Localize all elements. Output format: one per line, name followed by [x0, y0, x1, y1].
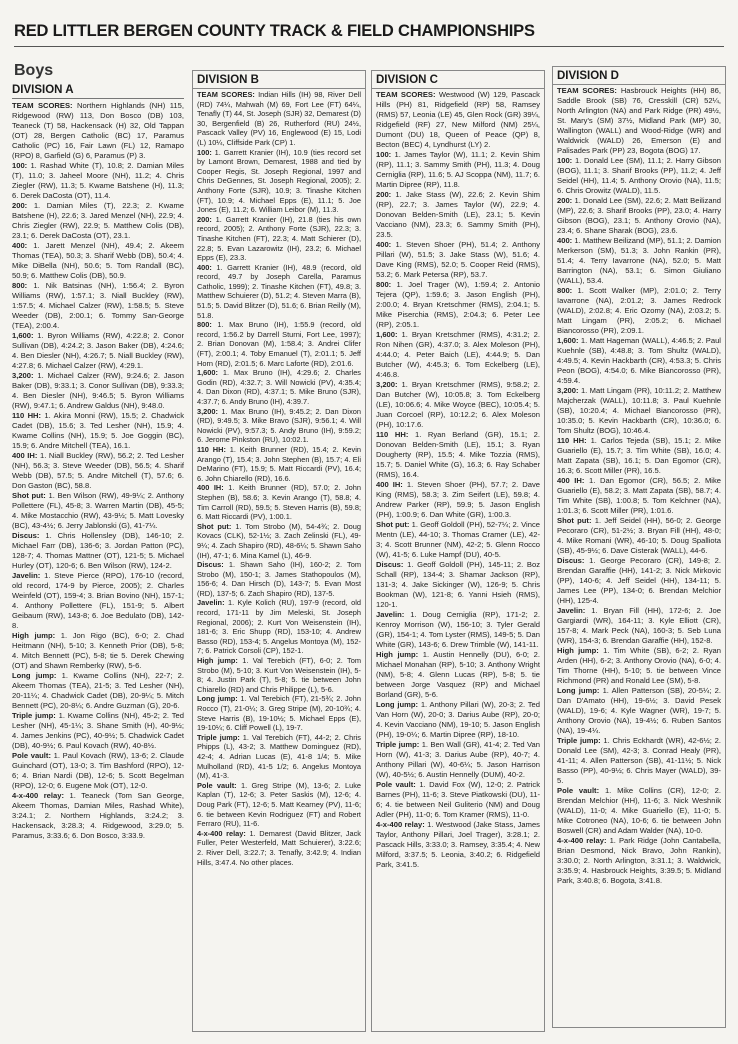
event-text: 1. Nik Batsinas (NH), 1:56.4; 2. Byron Williams (RW), 1:57.1; 3. Niall Buckley (RW), 1:57.5; 4. Michael Calzer (RW), 1:58.5; 5. Steve Weeder (DB), 2:00.1; 6. Tommy San-George (TEA), 2:00.4.: [12, 281, 184, 330]
event-result: [197, 598, 361, 656]
event-text: 1. Damian Miles (T), 22.3; 2. Kwame Batshene (H), 22.6; 3. Jared Menzel (NH), 22.9; 4. Chris Ziegler (RW), 22.9; 5. Matthew Colis (DB), 23.1; 6. Derek DaCosta (OT), 23.1.: [12, 201, 184, 240]
event-text: 1. Donald Lee (SM), 22.6; 2. Matt Beilizand (MP), 22.6; 3. Sharif Brooks (PP), 23.0; 4. Harry Gibson (BOG), 23.1; 5. Anthony Orovio (NA), 23.4; 6. Shane Sharak (BOG), 23.6.: [557, 196, 721, 235]
event-label: Long jump:: [12, 671, 57, 680]
division-d-results: [553, 85, 725, 886]
event-result: [376, 610, 540, 650]
event-text: 1. Val Terebich (FT), 21-5¾; 2. John Rocco (T), 21-0¼; 3. Greg Stripe (M), 20-10¾; 4. Steve Harris (B), 19-10½; 5. Michael Epps (E), 19-10¼; 6. Cliff Powell (L), 19-7.: [197, 694, 362, 733]
event-text: 1. Matt Lingam (PR), 10:11.2; 2. Matthew Majcherzak (WALL), 10:11.8; 3. Paul Kuehnle (SB), 10:20.4; 4. Michael Biancorosso (PR), 10:35.0; 5. Kevin Hackbarth (CR), 10:36.0; 6. Tom Shultz (BOG), 10:46.4.: [557, 386, 721, 435]
event-result: [376, 380, 540, 430]
event-label: 1,600:: [197, 368, 218, 378]
event-label: Javelin:: [557, 606, 586, 615]
event-result: [376, 560, 540, 610]
division-b-column: [192, 70, 366, 1032]
division-b-heading: DIVISION B: [193, 71, 365, 89]
event-text: 1. Scott Walker (MP), 2:01.0; 2. Terry Iavarrone (NA), 2:01.2; 3. James Redrock (WALD), 2:02.8; 4. Eric Ozomy (NA), 2:03.2; 5. Matt Lingam (PR), 2:05.2; 6. Michael Biancorosso (PR), 2:09.1.: [557, 286, 721, 335]
event-label: Pole vault:: [376, 780, 416, 789]
event-label: 110 HH:: [376, 430, 409, 439]
event-result: [376, 150, 540, 190]
event-label: 200:: [12, 201, 28, 210]
event-result: [197, 781, 361, 829]
event-text: 1. Ryan Berland (GR), 15.1; 2. Donovan Belden-Smith (LE), 15.1; 3. Ryan Dougherty (RP), 15.5; 4. Mike Tozzia (RMS), 15.7; 5. Daniel White (G), 16.3; 6. Ray Schaber (RMS), 16.4.: [376, 430, 540, 479]
event-label: Javelin:: [376, 610, 405, 619]
event-text: 1. Bryan Kretschmer (RMS), 4:31.2; 2. Ron Nihen (GR), 4:37.0; 3. Alex Moleson (PH), 4:44.0; 4. Peter Baich (LE), 4:44.9; 5. Dan Butcher (W), 4:45.3; 6. Tom Eckelberg (LE), 4:46.8.: [376, 330, 540, 379]
event-label: 400 IH:: [12, 451, 38, 460]
event-label: 110 HH:: [12, 411, 42, 420]
event-label: 100:: [376, 150, 392, 159]
event-text: 1. Keith Brunner (RD), 15.4; 2. Kevin Arango (T), 15.4; 3. John Stephen (B), 15.7; 4. Eli DeMarino (FT), 15.9; 5. Matt Riccardi (PV), 16.4; 6. John Chiarello (RD), 16.6.: [197, 444, 361, 483]
event-result: [376, 700, 540, 740]
division-c-results: [372, 89, 544, 870]
event-result: [197, 656, 361, 694]
event-label: 800:: [376, 280, 392, 289]
division-c-heading: DIVISION C: [372, 71, 544, 89]
event-result: [197, 148, 361, 215]
event-text: 1. Allen Patterson (SB), 20-5¼; 2. Dan D'Amato (HH), 19-6½; 3. David Pesek (WALD), 19-6; 4. Kyle Wagner (WR), 19-7; 5. Anthony Orovio (NA), 19-4½; 6. Ruben Santos (NA), 19-4¼.: [557, 686, 721, 735]
event-result: [12, 101, 184, 161]
event-label: 4-x-400 relay:: [12, 791, 64, 800]
event-text: 1. Steven Shoer (PH), 57.7; 2. Dave King (RMS), 58.3; 3. Zim Seifert (LE), 59.8; 4. Andrew Parker (RP), 59.9; 5. Jason English (PH), 1:00.9; 6. Dan White (GR), 1:00.3.: [376, 480, 540, 519]
event-label: Discus:: [376, 560, 404, 569]
event-result: [376, 330, 540, 380]
event-label: Javelin:: [197, 598, 225, 608]
event-label: 200:: [197, 214, 212, 224]
event-result: [197, 263, 361, 321]
event-label: 400 IH:: [376, 480, 403, 489]
event-text: 1. George Pecoraro (CR), 149-8; 2. Brendan Garaffie (HH), 141-2; 3. Nick Mirkovic (PP), 140-6; 4. Jeff Seidel (HH), 134-11; 5. James Lee (PP), 134-0; 6. Brendan Melchior (HH), 125-4.: [557, 556, 721, 605]
event-text: 1. Akira Monni (RW), 15.5; 2. Chadwick Cadet (DB), 15.6; 3. Ted Lesher (NH), 15.9; 4. Kwame Collins (NH), 15.9; 5. Joe Goggin (BC), 15.9; 6. Andre Mitchell (TEA), 16.1.: [12, 411, 184, 450]
division-d-heading: DIVISION D: [553, 67, 725, 85]
event-label: TEAM SCORES:: [12, 101, 73, 110]
event-label: 1,600:: [376, 330, 398, 339]
event-label: 110 HH:: [197, 444, 226, 454]
event-text: 1. Park Ridge (John Cantabella, Brian Desmond, Nick Bravo, John Rankin), 3:30.0; 2. North Arlington, 3:31.1; 3. Waldwick, 3:35.9; 4. Hasbrouck Heights, 3:39.5; 5. Midland Park, 3:40.8; 6. Bogota, 3:41.8.: [557, 836, 721, 885]
event-label: 3,200:: [197, 406, 218, 416]
event-result: [12, 241, 184, 281]
event-result: [12, 791, 184, 841]
event-result: [197, 445, 361, 483]
event-label: 400:: [376, 240, 392, 249]
event-result: [376, 520, 540, 560]
event-label: Pole vault:: [557, 786, 600, 795]
event-result: [376, 820, 540, 870]
event-text: 1. Kwame Collins (NH), 22-7; 2. Akeem Thomas (TEA), 21-5; 3. Ted Lesher (NH), 20-11¼; 4. Chadwick Cadet (DB), 20-9¼; 5. Mitch Bennett (PC), 20-8¼; 6. Andre Guzman (G), 20-6.: [12, 671, 184, 710]
event-label: Shot put:: [557, 516, 592, 525]
event-text: Indian Hills (IH) 98, River Dell (RD) 74¼, Mahwah (M) 69, Fort Lee (FT) 64¼, Tenafly (T) 44, St. Joseph (SJR) 32, Demarest (D) 30, Bergenfield (B) 26, Rutherford (RU) 24½, Pascack Valley (PV) 16, Englewood (E) 15, Lodi (L) 10¼, Cliffside Park (CP) 1.: [197, 90, 361, 147]
event-result: [197, 733, 361, 781]
event-label: 4-x-400 relay:: [376, 820, 425, 829]
event-label: Shot put:: [376, 520, 410, 529]
event-label: Discus:: [557, 556, 585, 565]
event-label: 400:: [12, 241, 28, 250]
section-heading-boys: Boys: [14, 62, 54, 79]
division-d-column: [552, 66, 726, 1028]
event-result: [557, 286, 721, 336]
event-result: [197, 694, 361, 732]
event-label: Shot put:: [197, 521, 232, 531]
event-label: 100:: [197, 147, 212, 157]
event-result: [12, 411, 184, 451]
event-result: [197, 90, 361, 148]
event-result: [557, 236, 721, 286]
event-text: 1. Demarest (David Blitzer, Jack Fuller, Peter Westerfeld, Matt Schuierer), 3:22.6; 2. River Dell, 3:22.7; 3. Tenafly, 3:42.9; 4. Indian Hills, 3:47.4. No other places.: [197, 828, 361, 867]
event-result: [12, 711, 184, 751]
event-label: Discus:: [12, 531, 40, 540]
event-text: 1. Jake Stass (W), 22.6; 2. Kevin Shim (RP), 22.7; 3. James Taylor (W), 22.9; 4. Donovan Belden-Smith (LE), 23.1; 5. Kevin Vacciano (NM), 23.3; 6. Sammy Smith (PH), 23.5.: [376, 190, 540, 239]
event-text: Hasbrouck Heights (HH) 86, Saddle Brook (SB) 76, Cresskill (CR) 52¼, North Arlington (NA) and Park Ridge (PR) 49½, St. Mary's (SM) 37½, Midland Park (MP) 30, Wallington (WALL) and Wood-Ridge (WR) and Waldwick (WALD) 26, Emerson (E) and Palisades Park (PP) 23, Bogota (BOG) 17.: [557, 86, 721, 155]
event-result: [12, 201, 184, 241]
division-b-results: [193, 89, 365, 867]
event-label: 400:: [197, 262, 212, 272]
event-result: [557, 436, 721, 476]
event-text: 1. Max Bruno (IH), 4:29.6; 2. Charles Godin (RD), 4:32.7; 3. Will Nowicki (PV), 4:35.4; 4. Dan Dixon (RD), 4:37.1; 5. Mike Bruno (SJR), 4:37.7; 6. Andy Bruno (IH), 4:39.7.: [197, 368, 362, 406]
event-text: 1. Bryan Kretschmer (RMS), 9:58.2; 2. Dan Butcher (W), 10:05.8; 3. Tom Eckelberg (LE), 10:06.6; 4. Mike Woyce (BEC), 10:05.4; 5. Juan Corcoel (RP), 10:12.2; 6. Alex Moleson (PH), 10:17.6.: [376, 380, 540, 429]
event-text: 1. Geoff Goldoll (PH), 145-11; 2. Boz Schall (RP), 134-4; 3. Shamar Jackson (RP), 131-3; 4. Jake Sickinger (W), 126-9; 5. Chris Bookman (W), 121-8; 6. Yanni Hsieh (RMS), 120-1.: [376, 560, 540, 609]
event-text: 1. Byron Williams (RW), 4:22.8; 2. Conor Sullivan (DB), 4:24.2; 3. Jason Baker (DB), 4:24.6; 4. Ben Diesler (NH), 4:26.7; 5. Niall Buckley (RW), 4:27.8; 6. Michael Calzer (RW), 4:29.1.: [12, 331, 184, 370]
event-label: 100:: [557, 156, 573, 165]
event-result: [376, 740, 540, 780]
event-text: 1. Teaneck (Tom San George, Akeem Thomas, Damian Miles, Rashad White), 3:24.1; 2. Northern Highlands, 3:24.2; 3. Hackensack, 3:28.3; 4. Ridgewood, 3:29.0; 5. Paramus, 3:33.6; 6. Don Bosco, 3:33.9.: [12, 791, 184, 840]
event-text: 1. Niall Buckley (RW), 56.2; 2. Ted Lesher (NH), 56.3; 3. Steve Weeder (DB), 56.5; 4. Sharif Webb (DB), 57.5; 5. Andre Mitchell (T), 57.6; 6. Don Gaston (BC), 58.8.: [12, 451, 184, 490]
event-label: 3,200:: [12, 371, 34, 380]
event-result: [557, 86, 721, 156]
event-label: Triple jump:: [12, 711, 56, 720]
division-a-column: [12, 84, 184, 1044]
division-a-heading: DIVISION A: [12, 84, 184, 99]
event-result: [12, 281, 184, 331]
event-label: 800:: [557, 286, 573, 295]
event-label: Shot put:: [12, 491, 46, 500]
event-result: [12, 671, 184, 711]
event-text: 1. Tim White (SB), 6-2; 2. Ryan Arden (HH), 6-2; 3. Anthony Orovio (NA), 6-0; 4. Tim Thorne (HH), 5-10; 5. tie between Vince Richmond (PR) and Ronald Lee (SM), 5-8.: [557, 646, 721, 685]
event-result: [376, 430, 540, 480]
event-label: 100:: [12, 161, 28, 170]
event-result: [557, 516, 721, 556]
event-text: 1. James Taylor (W), 11.1; 2. Kevin Shim (RP), 11.1; 3. Sammy Smith (PH), 11.3; 4. Doug Cerniglia (RP), 11.6; 5. AJ Scoppa (NM), 11.7; 6. Martin Dipree (RP), 11.8.: [376, 150, 540, 189]
event-result: [197, 215, 361, 263]
event-label: Pole vault:: [197, 780, 237, 790]
event-text: 1. Chris Eckhardt (WR), 42-6½; 2. Donald Lee (SM), 42-3; 3. Conrad Healy (PR), 41-11; 4. Allen Patterson (SB), 41-11½; 5. Nick Basso (PP), 40-9½; 6. Chris Mayer (WALD), 39-5.: [557, 736, 721, 785]
event-result: [557, 196, 721, 236]
event-label: Long jump:: [557, 686, 600, 695]
event-text: 1. Geoff Goldoll (PH), 52-7¼; 2. Vince Mentn (LE), 44-10; 3. Thomas Cramer (LE), 42-3; 4. Scott Brunner (NM), 42-2; 5. Glenn Rocco (W), 41-5; 6. Luke Hampf (DU), 40-5.: [376, 520, 540, 559]
event-label: 1,600:: [557, 336, 579, 345]
event-label: 800:: [197, 320, 212, 330]
event-text: 1. Val Terebich (FT), 6-0; 2. Tom Strobo (M), 5-10; 3. Kurt Von Weisenstein (IH), 5-8; 4. Justin Park (T), 5-8; 5. tie between John Chiarello (RD) and Chris Philippe (L), 5-6.: [197, 656, 361, 694]
event-text: 1. David Fox (W), 12-0; 2. Patrick Barnes (PH), 11-6; 3. Steve Piatkowski (DU), 11-6; 4. tie between Neil Guliterio (NM) and Doug Adler (PH), 11-0; 6. Tom Kramer (RMS), 11-0.: [376, 780, 540, 819]
event-result: [12, 571, 184, 631]
event-result: [197, 829, 361, 867]
event-label: TEAM SCORES:: [376, 90, 436, 99]
event-label: 400 IH:: [557, 476, 585, 485]
event-label: High jump:: [557, 646, 599, 655]
event-result: [557, 786, 721, 836]
event-label: TEAM SCORES:: [557, 86, 617, 95]
page-title: RED LITTLER BERGEN COUNTY TRACK & FIELD CHAMPIONSHIPS: [14, 22, 535, 40]
event-text: 1. Matt Hageman (WALL), 4:46.5; 2. Paul Kuehnle (SB), 4:48.8; 3. Tom Shultz (WALD), 4:49.5; 4. Kevin Hackbarth (CR), 4:53.3; 5. Chris Peon (BOG), 4:54.0; 6. Mike Biancorosso (PR), 4:59.4.: [557, 336, 721, 385]
event-text: 1. Ben Wall (GR), 41-4; 2. Ted Van Horn (W), 41-3; 3. Darius Aube (RP), 40-7; 4. Anthony Pillari (W), 40-6¼; 5. Jason Harrison (W), 40-5½; 6. Austin Hennelly (DUM), 40-2.: [376, 740, 540, 779]
event-text: 1. Tom Strobo (M), 54-4¾; 2. Doug Kovacs (CLK), 52-1½; 3. Zach Zelinski (FL), 49-9¼; 4. Zach Shapiro (RD), 48-6¼; 5. Shawn Saho (IH), 47-1; 6. Mina Kamel (L), 46-9.: [197, 521, 361, 560]
event-result: [557, 156, 721, 196]
event-result: [197, 560, 361, 598]
event-result: [376, 480, 540, 520]
event-text: 1. Shawn Saho (IH), 160-2; 2. Tom Strobo (M), 150-1; 3. James Stathopoulos (M), 156-6; 4. Dan Hirsch (D), 143-7; 5. Evan Most (RD), 137-5; 6. Zach Shapiro (RD), 137-5.: [197, 560, 361, 598]
event-text: 1. Max Bruno (IH), 1:55.9 (record, old record, 1:56.2 by Darrell Sturni, Fort Lee, 1997); 2. Brian Donovan (M), 1:58.4; 3. Andrei Clifer (FT), 2:00.1; 4. Toby Emanuel (T), 2:01.1; 5. Jeff Horn (RD), 2:01.5; 6. Marc Laforte (RD), 2:01.6.: [197, 320, 361, 368]
event-label: 3,200:: [557, 386, 579, 395]
event-result: [197, 522, 361, 560]
event-text: 1. Max Bruno (IH), 9:45.2; 2. Dan Dixon (RD), 9:49.5; 3. Mike Bravo (SJR), 9:56.1; 4. Will Nowicki (PV), 9:57.3; 5. Andy Bruno (IH), 9:59.2; 6. Jerome Pinkston (RU), 10:02.1.: [197, 406, 361, 445]
event-result: [557, 556, 721, 606]
event-text: 1. Carlos Tejeda (SB), 15.1; 2. Mike Guariello (E), 15.7; 3. Tim White (SB), 16.0; 4. Matt Zapata (SB), 16.1; 5. Dan Egomor (CR), 16.3; 6. Scott Miller (PR), 16.5.: [557, 436, 722, 475]
event-text: 1. Steven Shoer (PH), 51.4; 2. Anthony Pillari (W), 51.5; 3. Jake Stass (W), 51.6; 4. Dave King (RMS), 52.0; 5. Cooper Reid (RMS), 53.2; 6. Mark Petersa (RP), 53.7.: [376, 240, 540, 279]
event-label: Triple jump:: [376, 740, 420, 749]
event-text: 1. Jarett Menzel (NH), 49.4; 2. Akeem Thomas (TEA), 50.3; 3. Sharif Webb (DB), 50.4; 4. Mike DiBella (NH), 50.6; 5. Tom Randall (BC), 50.9; 6. Matthew Colis (DB), 50.9.: [12, 241, 184, 280]
event-label: Long jump:: [197, 694, 238, 704]
event-result: [376, 280, 540, 330]
event-label: TEAM SCORES:: [197, 90, 255, 99]
event-text: 1. Steve Pierce (RPO), 176-10 (record, old record, 174-9 by Pierce, 2005); 2. Charles Weinfeld (OT), 159-4; 3. Brian Bovino (NH), 157-1; 4. Anthony Pollettere (FL), 151-9; 5. Albert Geibaum (RW), 143-8; 6. Joe Bedulato (DB), 142-8.: [12, 571, 184, 630]
event-text: 1. Austin Hennelly (DU), 6-0; 2. Michael Monahan (RP), 5-10; 3. Anthony Wright (NM), 5-8; 4. Glenn Lucas (RP), 5-8; 5. tie between Jorge Vasquez (RP) and Michael Borland (GR), 5-6.: [376, 650, 540, 699]
event-text: 1. Jeff Seidel (HH), 56-0; 2. George Pecoraro (CR), 51-2½; 3. Bryan Fill (HH), 48-0; 4. Mike Romani (WR), 46-10; 5. Doug Spalliota (SB), 45-9½; 6. Dave Cisterak (WALL), 44-6.: [557, 516, 721, 555]
event-text: 1. Kwame Collins (NH), 45-2; 2. Ted Lesher (NH), 45-1¼; 3. Shane Smith (H), 40-9½; 4. James Jenkins (PC), 40-9½; 5. Chadwick Cadet (DB), 40-9½; 6. Paul Kovach (RW), 40-8½.: [12, 711, 184, 750]
event-label: 4-x-400 relay:: [197, 828, 246, 838]
event-result: [12, 751, 184, 791]
title-divider: [14, 46, 724, 47]
event-label: 200:: [376, 190, 392, 199]
event-label: High jump:: [197, 656, 238, 666]
event-label: 400 IH:: [197, 483, 224, 493]
event-result: [12, 331, 184, 371]
event-result: [12, 161, 184, 201]
event-text: 1. Dan Egomor (CR), 56.5; 2. Mike Guariello (E), 58.2; 3. Matt Zapata (SB), 58.7; 4. Tim White (SB), 1:00.8; 5. Tom Kelchner (NA), 1:01.3; 6. Scott Miller (PR), 1:01.6.: [557, 476, 721, 515]
event-result: [376, 90, 540, 150]
event-label: 3,200:: [376, 380, 398, 389]
event-text: 1. Anthony Pillari (W), 20-3; 2. Ted Van Horn (W), 20-0; 3. Darius Aube (RP), 20-0; 4. Kevin Vacciano (NM), 19-10; 5. Jason English (PH), 19-0¼; 6. Martin Dipree (RP), 18-10.: [376, 700, 540, 739]
event-label: Javelin:: [12, 571, 41, 580]
event-result: [12, 491, 184, 531]
event-result: [557, 686, 721, 736]
event-result: [197, 407, 361, 445]
event-result: [557, 836, 721, 886]
event-text: 1. Garrett Kranier (IH), 21.8 (ties his own record, 2005); 2. Anthony Forte (SJR), 22.3; 3. Tinashe Kitchen (FT), 22.3; 4. Matt Schierer (D), 22.8; 5. Evan Lazarowitz (IH), 23.2; 6. Michael Epps (E), 23.3.: [197, 214, 361, 263]
event-label: 4-x-400 relay:: [557, 836, 607, 845]
event-result: [12, 531, 184, 571]
division-a-results: [12, 99, 184, 841]
event-result: [376, 190, 540, 240]
event-result: [557, 736, 721, 786]
event-text: 1. Jon Rigo (BC), 6-0; 2. Chad Heitmann (NH), 5-10; 3. Kenneth Prior (DB), 5-8; 4. Mitch Bennett (PC), 5-8; tie 5. Derek Chewing (OT) and Shawn Remberky (RW), 5-6.: [12, 631, 184, 670]
event-label: Triple jump:: [557, 736, 601, 745]
event-label: Discus:: [197, 560, 224, 570]
event-text: 1. Rashad White (T), 10.8; 2. Damian Miles (T), 11.0; 3. Jaheel Moore (NH), 11.2; 4. Chris Ziegler (RW), 11.3; 5. Kwame Batshene (H), 11.3; 6. Derek DaCosta (OT), 11.4.: [12, 161, 184, 200]
event-text: 1. Keith Brunner (RD), 57.0; 2. John Stephen (B), 58.6; 3. Kevin Arango (T), 58.8; 4. Tim Carroll (RD), 59.5; 5. Steven Harris (B), 59.8; 6. Matt Riccardi (PV), 1:00.1.: [197, 483, 361, 522]
event-result: [557, 386, 721, 436]
event-result: [557, 336, 721, 386]
event-text: 1. Westwood (Jake Stass, James Taylor, Anthony Pillari, Joel Trager), 3:28.1; 2. Pascack Hills, 3:33.0; 3. Ramsey, 3:35.4; 4. New Milford, 3:37.5; 5. Leonia, 3:40.2; 6. Ridgefield Park, 3:41.5.: [376, 820, 540, 869]
event-label: Pole vault:: [12, 751, 51, 760]
event-text: Westwood (W) 129, Pascack Hills (PH) 81, Ridgefield (RP) 58, Ramsey (RMS) 57, Leonia (LE) 45, Glen Rock (GR) 39¼, Ridgefield (RF) 27, New Milford (NM) 25¼, Dumont (DU) 18, Queen of Peace (QP) 8, Becton (BEC) 4, Lyndhurst (LY) 2.: [376, 90, 540, 149]
event-text: 1. Donald Lee (SM), 11.1; 2. Harry Gibson (BOG), 11.1; 3. Sharif Brooks (PP), 11.2; 4. Jeff Seidel (HH), 11.4; 5. Anthony Orovio (NA), 11.5; 6. Chris Orowitz (WALD), 11.5.: [557, 156, 721, 195]
event-text: 1. Greg Stripe (M), 13-6; 2. Luke Kaplan (T), 12-6; 3. Peter Saskis (M), 12-6; 4. Doug Park (FT), 12-6; 5. Matt Kearney (PV), 11-6; 6. tie between Kevin Rodriguez (FT) and Robert Ferraro (RU), 11-6.: [197, 780, 362, 829]
division-c-column: [371, 70, 545, 1032]
event-result: [197, 483, 361, 521]
event-label: High jump:: [376, 650, 419, 659]
event-result: [197, 320, 361, 368]
event-label: 110 HH:: [557, 436, 587, 445]
event-result: [376, 780, 540, 820]
event-result: [557, 476, 721, 516]
event-label: Long jump:: [376, 700, 419, 709]
event-result: [197, 368, 361, 406]
event-result: [12, 451, 184, 491]
event-label: High jump:: [12, 631, 56, 640]
event-text: 1. Ben Wilson (RW), 49-9¼; 2. Anthony Pollettere (FL), 45-8; 3. Warren Martin (DB), 45-5; 4. Mike Mostacchio (RW), 43-9½; 5. Matt Lovesky (BC), 43-4½; 6. Jerry Jablonski (G), 41-7¼.: [12, 491, 184, 530]
event-result: [12, 631, 184, 671]
event-label: 1,600:: [12, 331, 34, 340]
event-text: 1. Kyle Kolich (RU), 197-9 (record, old record, 171-11 by Jim Meleski, St. Joseph Regional, 2006); 2. Kurt Von Weisenstein (IH), 181-6; 3. Eric Shupp (RD), 153-10; 4. Andrew Basso (RD), 153-4; 5. Angelus Montoya (M), 152-7; 6. Patrick Corsoli (CP), 152-1.: [197, 598, 361, 656]
event-text: 1. Joel Trager (W), 1:59.4; 2. Antonio Tejera (QP), 1:59.6; 3. Jason English (PH), 2:00.0; 4. Bryan Kretschmer (RMS), 2:04.1; 5. Mike Piserchia (RMS), 2:04.3; 6. Peter Lee (RP), 2:05.1.: [376, 280, 540, 329]
event-text: 1. Garrett Kranier (IH), 48.9 (record, old record, 49.7 by Joseph Carella, Paramus Catholic, 1999); 2. Tinashe Kitchen (FT), 49.8; 3. Matthew Schuierer (D), 51.2; 4. Steven Marra (B), 51.5; 5. David Blitzer (D), 51.6; 6. Brian Reilly (M), 51.8.: [197, 262, 361, 320]
event-result: [376, 240, 540, 280]
event-text: 1. Garrett Kranier (IH), 10.9 (ties record set by Lamont Brown, Demarest, 1988 and tied by Cooper Regis, St. Joseph Regional, 1997 and Chris DeGennes, St. Joseph Regional, 2005); 2. Anthony Forte (SJR), 10.9; 3. Tinashe Kitchen (FT), 10.9; 4. Michael Epps (E), 11.1; 5. Joe Jones (E), 11.2; 6. William Leibor (M), 11.3.: [197, 147, 361, 215]
event-text: 1. Doug Cerniglia (RP), 171-2; 2. Kenroy Morrison (W), 156-10; 3. Tyler Gerald (GR), 154-1; 4. Tom Lyster (RMS), 149-5; 5. Dan White (GR), 143-6; 6. Drew Trimble (W), 141-11.: [376, 610, 540, 649]
event-text: 1. Paul Kovach (RW), 13-6; 2. Claude Guinchard (OT), 13-0; 3. Tim Bashford (RPO), 12-6; 4. Brian Nardi (DB), 12-6; 5. Scott Begelman (RPO), 12-0; 6. Eugene Mok (OT), 12-0.: [12, 751, 184, 790]
event-text: 1. Matthew Beilizand (MP), 51.1; 2. Damion Merkerson (SM), 51.3; 3. John Rankin (PR), 51.4; 4. Terry Iavarrone (NA), 52.0; 5. Matt Barrington (NA), 53.1; 6. Simon Giuliano (WALL), 53.4.: [557, 236, 721, 285]
event-label: Triple jump:: [197, 732, 240, 742]
event-text: Northern Highlands (NH) 115, Ridgewood (RW) 113, Don Bosco (DB) 103, Teaneck (T) 58, Hackensack (H) 32, Old Tappan (OT) 28, Bergen Catholic (BC) 17, Paramus Catholic (PC) 16, Fair Lawn (FL) 12, Ramapo (RPO) 8, Garfield (G) 6, Paramus (P) 3.: [12, 101, 184, 160]
event-text: 1. Bryan Fill (HH), 172-6; 2. Joe Gargiardi (WR), 164-11; 3. Kyle Elliott (CR), 157-8; 4. Mark Peck (NA), 160-3; 5. Seb Luna (WR), 154-3; 6. Brendan Garaffie (HH), 152-8.: [557, 606, 721, 645]
event-label: 800:: [12, 281, 28, 290]
event-text: 1. Val Terebich (FT), 44-2; 2. Chris Phipps (L), 43-2; 3. Matthew Dominguez (RD), 42-4; 4. Adrian Lucas (E), 41-8 1/4; 5. Mike Mulholland (RD), 41-5 1/2; 6. Angelus Montoya (M), 41-3.: [197, 732, 361, 781]
event-result: [376, 650, 540, 700]
event-text: 1. Mike Collins (CR), 12-0; 2. Brendan Melchior (HH), 11-6; 3. Nick Weshnik (WALD), 11-0; 4. Mike Guariello (E), 11-0; 5. Mike Cotroneo (NA), 10-6; 6. tie between John Boswell (CR) and Adam Walder (NA), 10-0.: [557, 786, 721, 835]
event-text: 1. Michael Calzer (RW), 9:24.6; 2. Jason Baker (DB), 9:33.1; 3. Conor Sullivan (DB), 9:33.3; 4. Ben Diesler (NH), 9:46.5; 5. Byron Williams (RW), 9:47.1; 6. Andrew Galdus (NH), 9:48.0.: [12, 371, 184, 410]
event-result: [557, 646, 721, 686]
event-label: 200:: [557, 196, 573, 205]
event-text: 1. Chris Hollensley (DB), 146-10; 2. Michael Farr (DB), 136-6; 3. Jordan Patton (PC), 128-7; 4. Thomas Mattner (OT), 121-5; 5. Michael Hurley (OT), 120-6; 6. Ben Wilson (RW), 124-2.: [12, 531, 184, 570]
event-result: [12, 371, 184, 411]
event-result: [557, 606, 721, 646]
event-label: 400:: [557, 236, 573, 245]
